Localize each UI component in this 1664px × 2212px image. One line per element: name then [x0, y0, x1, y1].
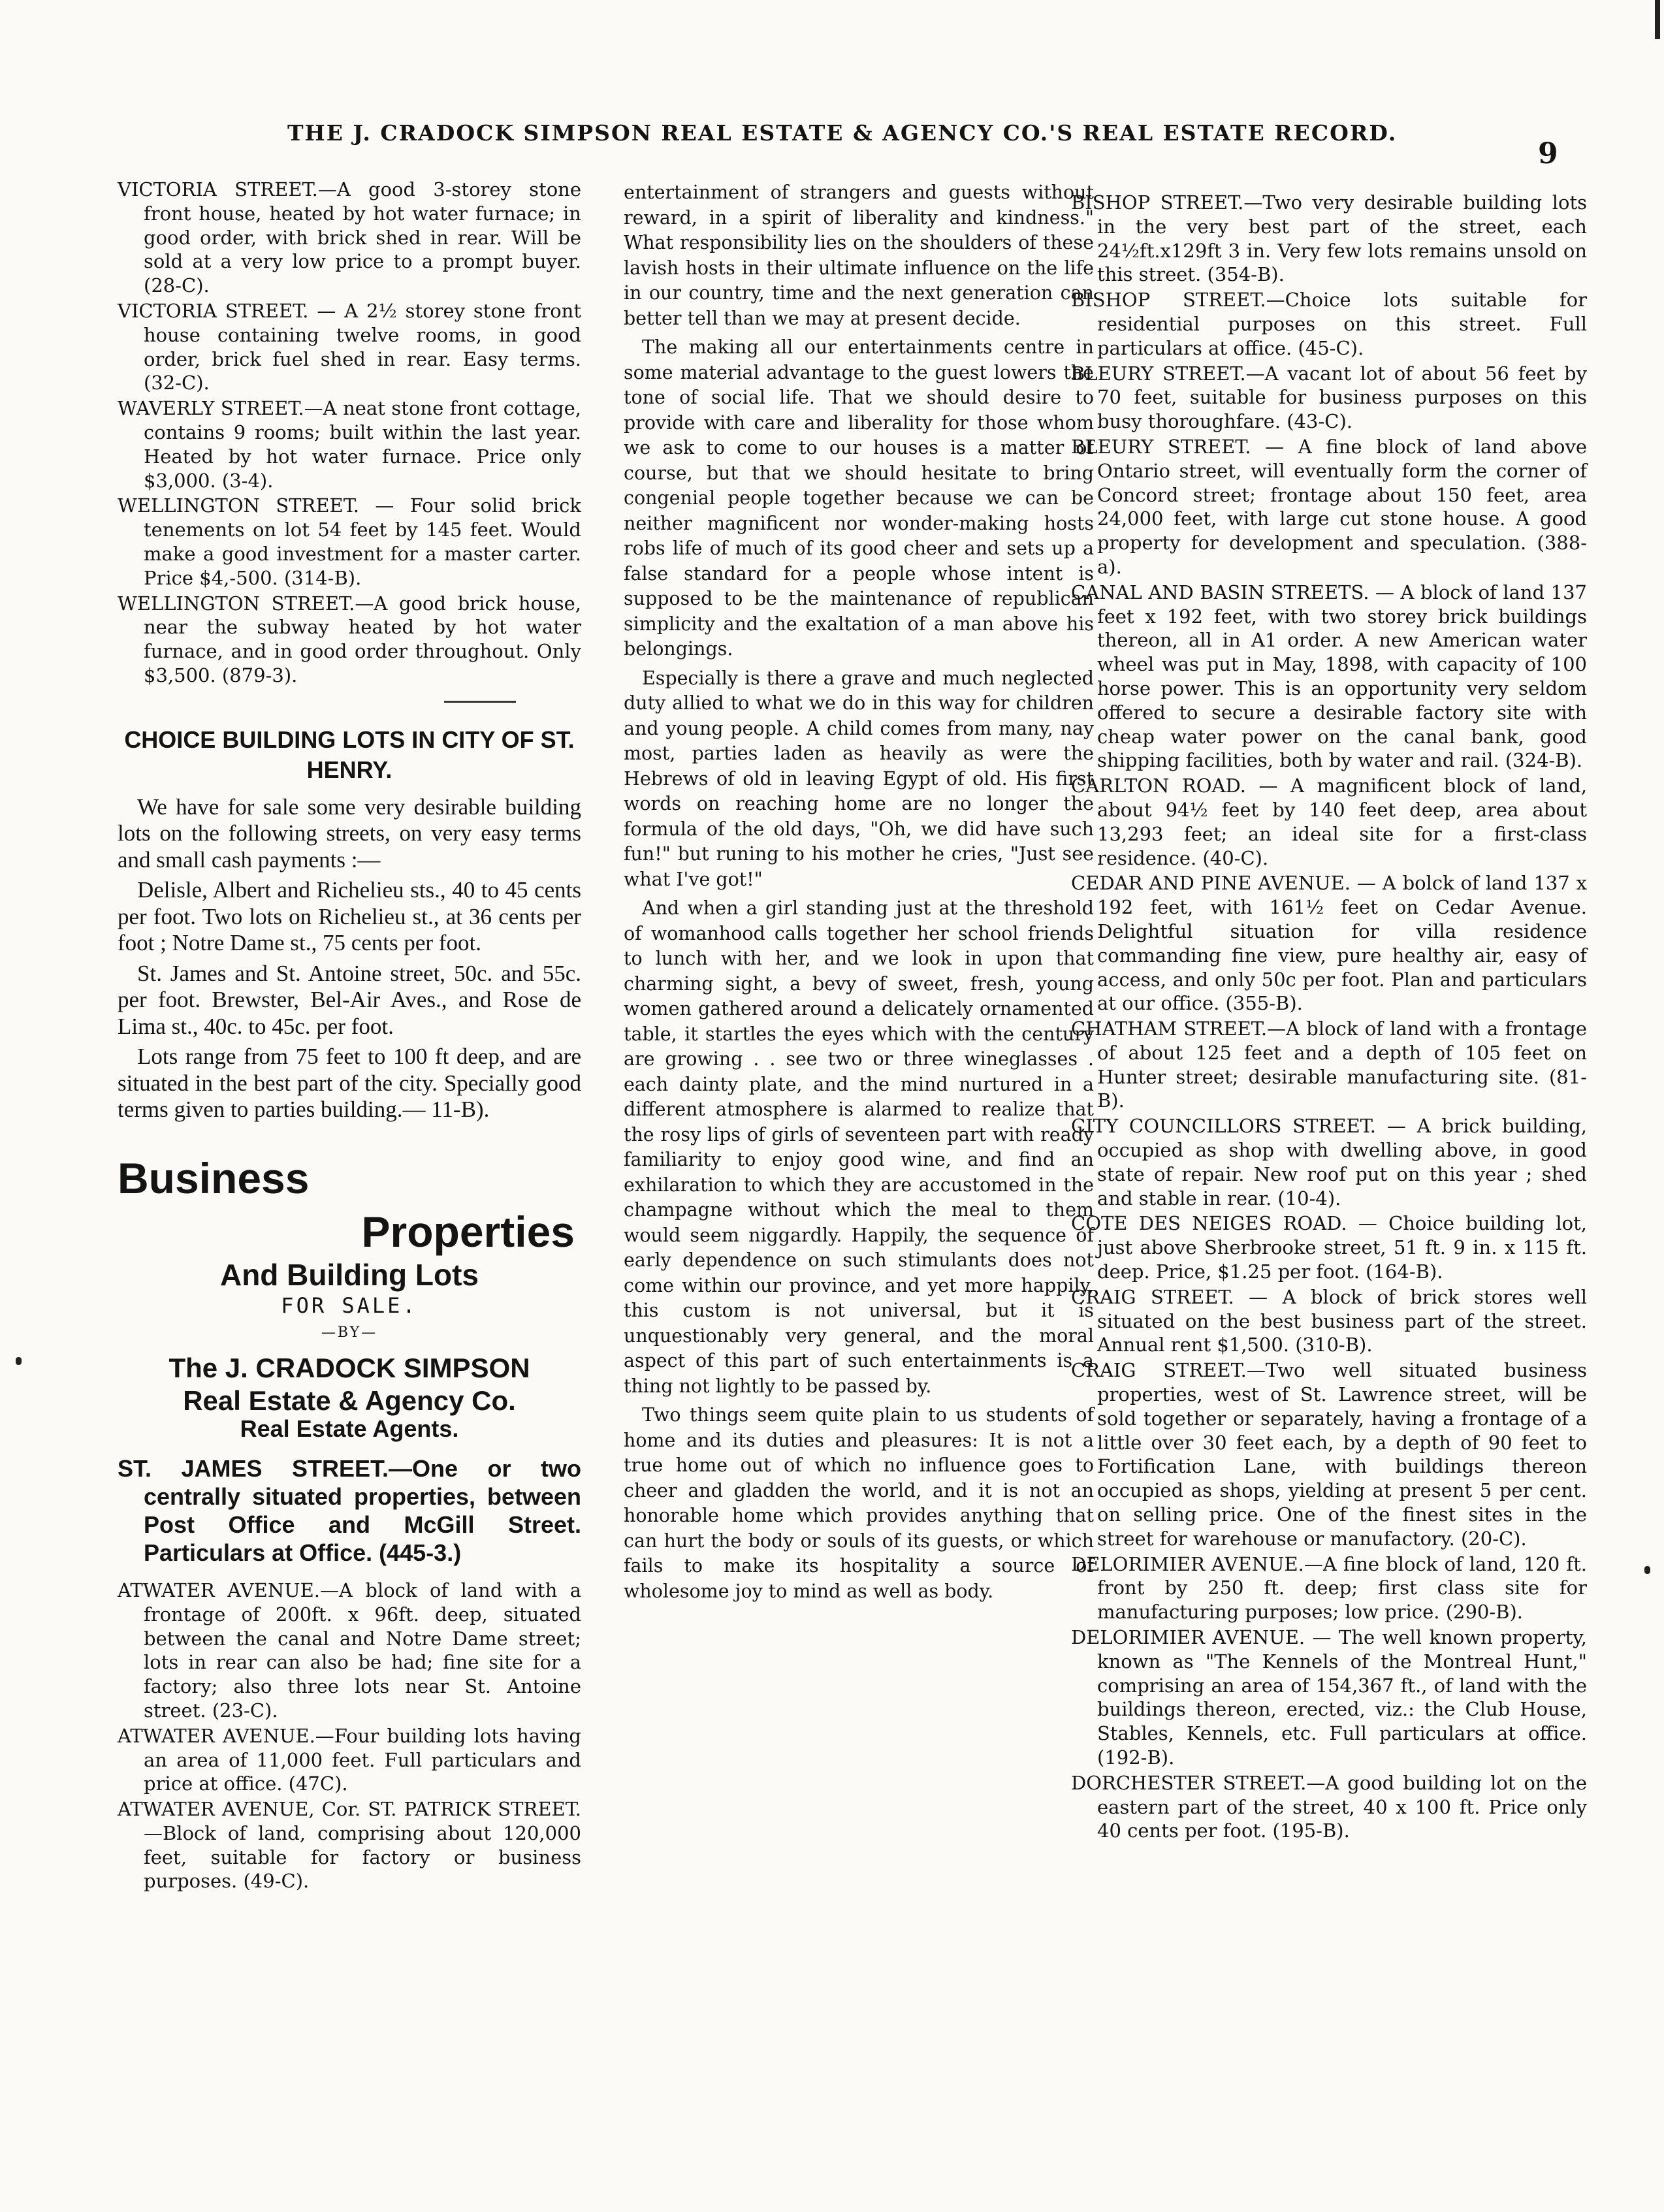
column-left — [118, 178, 581, 1895]
listing-entry: DELORIMIER AVENUE. — The well known property, known as "The Kennels of the Montreal Hunt," comprising an area of 154,367 ft., of land with the buildings thereon, erected, viz.: the Club House, Stables, Kennels, etc. Full particulars at office. (192-B). — [1071, 1626, 1587, 1769]
ad-subheading: And Building Lots — [219, 1257, 479, 1292]
article-paragraph: And when a girl standing just at the threshold of womanhood calls together her school friends to lunch with her, and we look in upon that charming sight, a bevy of sweet, fresh, young women gathered around a delicately ornamented table, it startles the eyes which with the century are growing . . see two or three wineglasses . each dainty plate, and the mind nurtured in a different atmosphere is alarmed to realize that the rosy lips of girls of seventeen part with ready familiarity to enjoy good wine, and find an exhilaration to which they are accustomed in the champagne without which the meal to them would seem niggardly. Happily, the sequence of early dependence on such stimulants does not come within our province, and yet more happily, this custom is not universal, but it is unquestionably very general, and the moral aspect of this part of such entertainments is a thing not lightly to be passed by. — [624, 897, 1094, 1397]
lots-section-title: CHOICE BUILDING LOTS IN CITY OF ST. HENRY. — [124, 726, 575, 783]
listing-entry: ATWATER AVENUE.—Four building lots having an area of 11,000 feet. Full particulars and price at office. (47C). — [118, 1724, 581, 1795]
listing-entry: CARLTON ROAD. — A magnificent block of land, about 94½ feet by 140 feet deep, area about 13,293 feet; an ideal site for a first-class residence. (40-C). — [1071, 775, 1587, 869]
article-paragraph: Two things seem quite plain to us students of home and its duties and pleasures: It is not a true home out of which no influence goes to cheer and gladden the world, and it is not an honorable home which provides anything that can hurt the body or souls of its guests, or which fails to make its hospitality a source of wholesome joy to mind as well as body. — [624, 1404, 1094, 1602]
listing-entry: BLEURY STREET. — A fine block of land above Ontario street, will eventually form the corner of Concord street; frontage about 150 feet, area 24,000 feet, with large cut stone house. A good property for development and speculation. (388-a). — [1071, 435, 1587, 578]
column-middle — [624, 180, 1094, 1608]
article-paragraph: Especially is there a grave and much neglected duty allied to what we do in this way for children and young people. A child comes from many, nay most, parties laden as heavily as were the Hebrews of old in leaving Egypt of old. His first words on reaching home are no longer the formula of the old days, "Oh, we did have such fun!" but runing to his mother he cries, "Just see what I've got!" — [624, 667, 1094, 890]
scan-speck — [1644, 1566, 1650, 1574]
listing-entry-featured: ST. JAMES STREET.—One or two centrally situated properties, between Post Office and McGill Street. Particulars at Office. (445-3.) — [118, 1454, 581, 1566]
lots-paragraph: Delisle, Albert and Richelieu sts., 40 to 45 cents per foot. Two lots on Richelieu st., at 36 cents per foot ; Notre Dame st., 75 cents per foot. — [118, 877, 581, 956]
page-header: THE J. CRADOCK SIMPSON REAL ESTATE & AGENCY CO.'S REAL ESTATE RECORD. — [287, 120, 1398, 146]
page-number: 9 — [1538, 137, 1558, 170]
listing-entry: BISHOP STREET.—Two very desirable building lots in the very best part of the street, each 24½ft.x129ft 3 in. Very few lots remains unsold on this street. (354-B). — [1071, 191, 1587, 286]
ad-company-name: The J. CRADOCK SIMPSON — [168, 1353, 530, 1384]
listing-entry: ATWATER AVENUE.—A block of land with a frontage of 200ft. x 96ft. deep, situated between the canal and Notre Dame street; lots in rear can also be had; fine site for a factory; also three lots near St. Antoine street. (23-C). — [118, 1579, 581, 1722]
ad-business-heading: Business — [118, 1153, 310, 1202]
lots-paragraph: Lots range from 75 feet to 100 ft deep, and are situated in the best part of the city. Specially good terms given to parties building.— 11-B). — [118, 1044, 581, 1123]
listing-entry: WAVERLY STREET.—A neat stone front cottage, contains 9 rooms; built within the last year. Heated by hot water furnace. Price only $3,000. (3-4). — [118, 397, 581, 492]
article-paragraph: entertainment of strangers and guests without reward, in a spirit of liberality and kindness." What responsibility lies on the shoulders of these lavish hosts in their ultimate influence on the life in our country, time and the next generation can better tell than we may at present decide. — [624, 182, 1094, 329]
listing-entry: DELORIMIER AVENUE.—A fine block of land, 120 ft. front by 250 ft. deep; first class site for manufacturing purposes; low price. (290-B). — [1071, 1552, 1587, 1624]
listing-entry: WELLINGTON STREET. — Four solid brick tenements on lot 54 feet by 145 feet. Would make a good investment for a master carter. Price $4,-500. (314-B). — [118, 494, 581, 589]
listing-entry: CRAIG STREET. — A block of brick stores well situated on the best business part of the street. Annual rent $1,500. (310-B). — [1071, 1285, 1587, 1356]
scan-speck — [16, 1357, 22, 1365]
ad-by: —BY— — [321, 1324, 378, 1341]
listing-entry: DORCHESTER STREET.—A good building lot on the eastern part of the street, 40 x 100 ft. Price only 40 cents per foot. (195-B). — [1071, 1771, 1587, 1842]
listing-entry: VICTORIA STREET. — A 2½ storey stone front house containing twelve rooms, in good order, brick fuel shed in rear. Easy terms. (32-C). — [118, 299, 581, 394]
ad-properties-heading: Properties — [361, 1207, 575, 1256]
listing-entry: CITY COUNCILLORS STREET. — A brick building, occupied as shop with dwelling above, in good state of repair. New roof put on this year ; shed and stable in rear. (10-4). — [1071, 1115, 1587, 1210]
listing-entry: WELLINGTON STREET.—A good brick house, near the subway heated by hot water furnace, and in good order throughout. Only $3,500. (879-3). — [118, 592, 581, 686]
ad-for-sale: FOR SALE. — [281, 1292, 418, 1318]
ad-agents: Real Estate Agents. — [240, 1415, 459, 1443]
listing-entry: BISHOP STREET.—Choice lots suitable for residential purposes on this street. Full particulars at office. (45-C). — [1071, 289, 1587, 359]
listing-entry: CEDAR AND PINE AVENUE. — A bolck of land 137 x 192 feet, with 161½ feet on Cedar Avenue. Delightful situation for villa residence commanding fine view, pure healthy air, easy of access, and only 50c per foot. Plan and particulars at our office. (355-B). — [1071, 872, 1587, 1015]
column-right — [1071, 191, 1587, 1844]
listing-entry: COTE DES NEIGES ROAD. — Choice building lot, just above Sherbrooke street, 51 ft. 9 in. x 115 ft. deep. Price, $1.25 per foot. (164-B). — [1071, 1212, 1587, 1283]
listing-entry: CHATHAM STREET.—A block of land with a frontage of about 125 feet and a depth of 105 feet on Hunter street; desirable manufacturing site. (81-B). — [1071, 1018, 1587, 1112]
listing-entry: CRAIG STREET.—Two well situated business properties, west of St. Lawrence street, will be sold together or separately, having a frontage of a little over 30 feet each, by a depth of 90 feet to Fortification Lane, with buildings thereon occupied as shops, yielding at present 5 per cent. on selling price. One of the finest sites in the street for warehouse or manufactory. (20-C). — [1071, 1359, 1587, 1550]
ad-company-name-2: Real Estate & Agency Co. — [183, 1385, 516, 1417]
section-divider — [444, 701, 516, 703]
article-paragraph: The making all our entertainments centre in some material advantage to the guest lowers the tone of social life. That we should desire to provide with care and liberality for those whom we ask to come to our houses is a matter of course, but that we should hesitate to bring congenial people together because we can be neither magnificent nor wonder-making hosts robs life of much of its good cheer and sets up a false standard for a people whose intent is supposed to be the maintenance of republican simplicity and the exaltation of a man above his belongings. — [624, 336, 1094, 660]
scan-edge-mark — [1655, 0, 1660, 39]
lots-paragraph: We have for sale some very desirable building lots on the following streets, on very easy terms and small cash payments :— — [118, 793, 581, 873]
listing-entry: CANAL AND BASIN STREETS. — A block of land 137 feet x 192 feet, with two storey brick buildings thereon, all in A1 order. A new American water wheel was put in May, 1898, with capacity of 100 horse power. This is an opportunity very seldom offered to secure a desirable factory site with cheap water power on the canal bank, good shipping facilities, both by water and rail. (324-B). — [1071, 581, 1587, 772]
listing-entry: VICTORIA STREET.—A good 3-storey stone front house, heated by hot water furnace; in good order, with brick shed in rear. Will be sold at a very low price to a prompt buyer. (28-C). — [118, 178, 581, 297]
listing-entry: BLEURY STREET.—A vacant lot of about 56 feet by 70 feet, suitable for business purposes on this busy thoroughfare. (43-C). — [1071, 362, 1587, 433]
lots-paragraph: St. James and St. Antoine street, 50c. and 55c. per foot. Brewster, Bel-Air Aves., and Rose de Lima st., 40c. to 45c. per foot. — [118, 960, 581, 1039]
listing-entry: ATWATER AVENUE, Cor. ST. PATRICK STREET.—Block of land, comprising about 120,000 feet, suitable for factory or business purposes. (49-C). — [118, 1798, 581, 1893]
